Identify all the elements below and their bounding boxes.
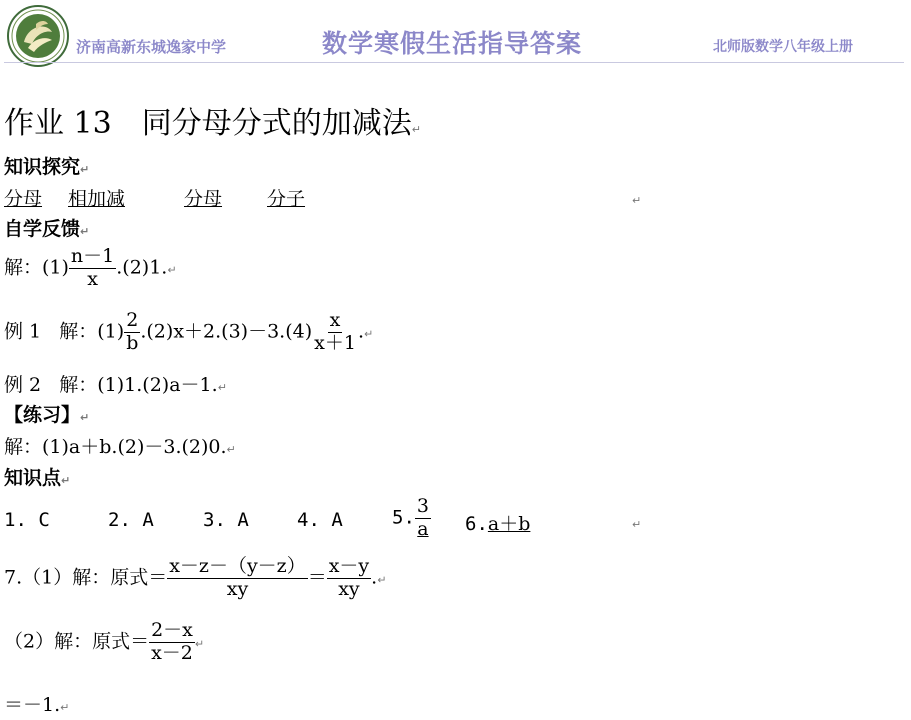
- paragraph-mark-icon: ↵: [411, 123, 421, 136]
- fraction: $\frac{2}{b}$: [126, 309, 139, 354]
- paragraph-mark-icon: ↵: [632, 518, 642, 531]
- school-name: 济南高新东城逸家中学: [76, 38, 227, 56]
- paragraph-mark-icon: ↵: [363, 327, 374, 341]
- paragraph-mark-icon: ↵: [60, 701, 70, 714]
- paragraph-mark-icon: ↵: [80, 225, 90, 238]
- zixue-answer: 解：(1) $\frac{n-1}{x}$ .(2)1.↵: [4, 245, 177, 290]
- page-header: [0, 0, 911, 70]
- practice-answer: 解：(1)a＋b.(2)－3.(2)0.↵: [4, 436, 236, 458]
- answer-1: 1. C: [4, 509, 50, 531]
- paragraph-mark-icon: ↵: [194, 637, 205, 651]
- paragraph-mark-icon: ↵: [226, 443, 236, 456]
- final-result: ＝－1.↵: [4, 694, 70, 716]
- lesson-title: 作业 13 同分母分式的加减法↵: [4, 106, 421, 141]
- paragraph-mark-icon: ↵: [167, 263, 177, 277]
- example-2-answer: 例 2 解：(1)1.(2)a－1.↵: [4, 374, 227, 396]
- section-heading-zixue: 自学反馈↵: [4, 218, 90, 240]
- blank-answer-4: 分子: [267, 188, 306, 210]
- fraction: $\frac{x-z-(y-z)}{xy}$: [169, 555, 306, 600]
- question-7-part-1: 7.（1）解：原式＝ $\frac{x-z-(y-z)}{xy}$ ＝ $\frac{x-y}{xy}$ .↵: [4, 555, 387, 600]
- fraction: $\frac{x}{x+1}$: [314, 309, 356, 354]
- fraction: $\frac{n-1}{x}$: [70, 245, 115, 290]
- blank-answer-3: 分母: [184, 188, 223, 210]
- answer-2: 2. A: [108, 509, 154, 531]
- example-1-answer: 例 1 解：(1) $\frac{2}{b}$ .(2)x＋2.(3)－3.(4) $\frac{x}{x+1}$ .↵: [4, 309, 374, 354]
- paragraph-mark-icon: ↵: [377, 573, 387, 587]
- fraction: $\frac{3}{a}$: [416, 495, 429, 540]
- section-heading-zhishidian: 知识点↵: [4, 467, 71, 489]
- answer-4: 4. A: [297, 509, 343, 531]
- paragraph-mark-icon: ↵: [61, 474, 71, 487]
- answer-3: 3. A: [203, 509, 249, 531]
- answer-5: 5. $\frac{3}{a}$: [392, 495, 429, 540]
- paragraph-mark-icon: ↵: [217, 381, 227, 394]
- section-heading-zhishi: 知识探究↵: [4, 156, 90, 178]
- section-heading-lianxi: 【练习】↵: [4, 404, 90, 426]
- paragraph-mark-icon: ↵: [632, 194, 642, 207]
- paragraph-mark-icon: ↵: [80, 163, 90, 176]
- edition-label: 北师版数学八年级上册: [713, 39, 853, 55]
- blank-answer-2: 相加减: [68, 188, 126, 210]
- fraction: $\frac{x-y}{xy}$: [328, 555, 370, 600]
- question-7-part-2: （2）解：原式＝ $\frac{2-x}{x-2}$ ↵: [4, 619, 205, 664]
- fraction: $\frac{2-x}{x-2}$: [151, 619, 193, 664]
- document-title: 数学寒假生活指导答案: [322, 29, 583, 58]
- school-logo-icon: [6, 4, 70, 68]
- paragraph-mark-icon: ↵: [80, 411, 90, 424]
- blank-answer-1: 分母: [4, 188, 43, 210]
- header-rule: [4, 62, 904, 63]
- answer-6: 6.a＋b: [465, 513, 531, 535]
